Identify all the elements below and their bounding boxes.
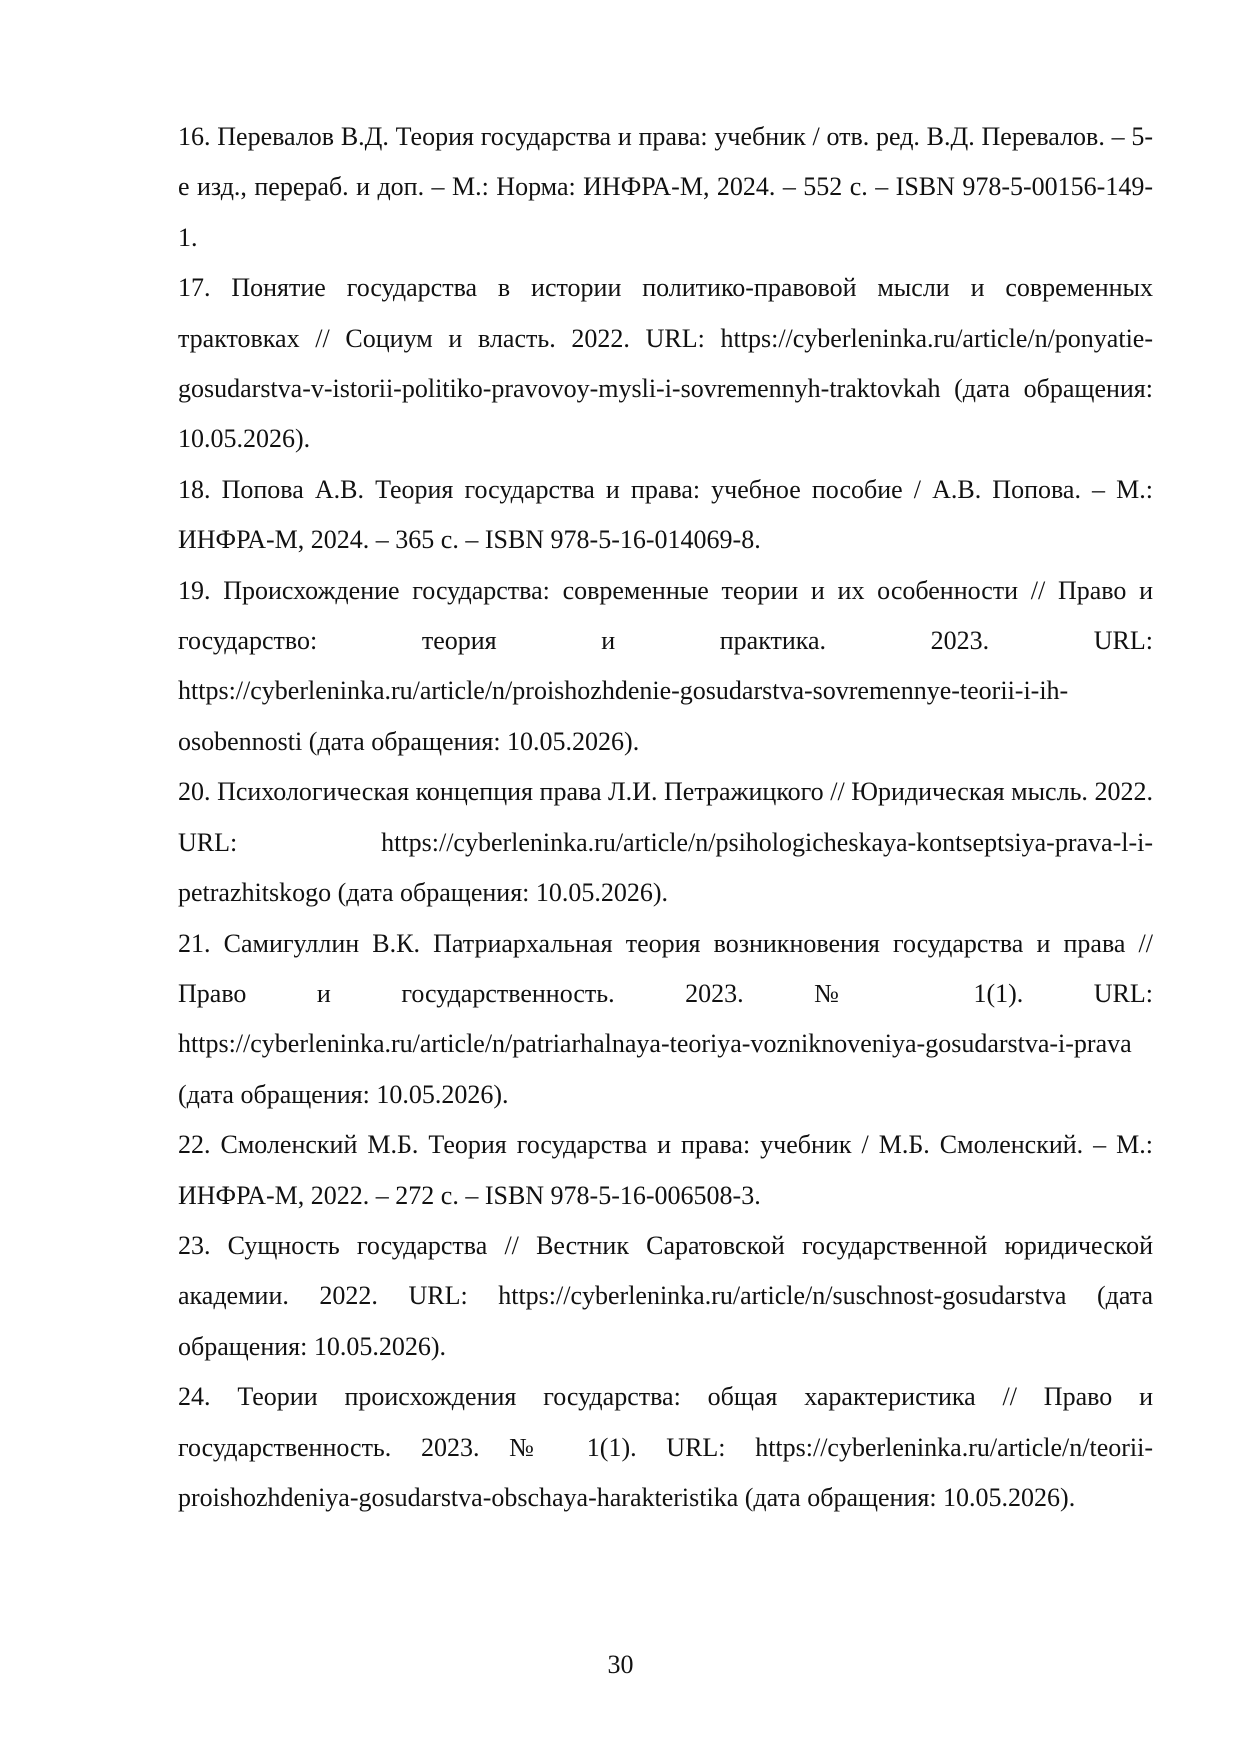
reference-item-21: 21. Самигуллин В.К. Патриархальная теория возникновения государства и права // Право и государственность. 2023. № 1(1). URL: https://cyberleninka.ru/article/n/patriarhalnaya-teoriya-vozniknoveniya-gosudarstva-i-prava (дата обращения: 10.05.2026). xyxy=(178,928,1153,1109)
reference-list xyxy=(178,112,1153,1523)
reference-item-24: 24. Теории происхождения государства: общая характеристика // Право и государственность. 2023. № 1(1). URL: https://cyberleninka.ru/article/n/teorii-proishozhdeniya-gosudarstva-obschaya-harakteristika (дата обращения: 10.05.2026). xyxy=(178,1382,1153,1512)
reference-item-19: 19. Происхождение государства: современные теории и их особенности // Право и государство: теория и практика. 2023. URL: https://cyberleninka.ru/article/n/proishozhdenie-gosudarstva-sovremennye-teorii-i-ih-osobennosti (дата обращения: 10.05.2026). xyxy=(178,575,1153,756)
reference-item-20: 20. Психологическая концепция права Л.И. Петражицкого // Юридическая мысль. 2022. URL: https://cyberleninka.ru/article/n/psihologicheskaya-kontseptsiya-prava-l-i-petrazhitskogo (дата обращения: 10.05.2026). xyxy=(178,777,1153,908)
reference-item-22: 22. Смоленский М.Б. Теория государства и права: учебник / М.Б. Смоленский. – М.: ИНФРА-М, 2022. – 272 с. – ISBN 978-5-16-006508-3. xyxy=(178,1130,1153,1210)
reference-item-18: 18. Попова А.В. Теория государства и права: учебное пособие / А.В. Попова. – М.: ИНФРА-М, 2024. – 365 с. – ISBN 978-5-16-014069-8. xyxy=(178,474,1153,555)
reference-item-23: 23. Сущность государства // Вестник Саратовской государственной юридической академии. 2022. URL: https://cyberleninka.ru/article/n/suschnost-gosudarstva (дата обращения: 10.05.2026). xyxy=(178,1230,1153,1361)
page-number: 30 xyxy=(607,1650,634,1679)
reference-item-16: 16. Перевалов В.Д. Теория государства и права: учебник / отв. ред. В.Д. Перевалов. – 5-е изд., перераб. и доп. – М.: Норма: ИНФРА-М, 2024. – 552 с. – ISBN 978-5-00156-149-1. xyxy=(178,122,1153,252)
reference-item-17: 17. Понятие государства в истории политико-правовой мысли и современных трактовках // Социум и власть. 2022. URL: https://cyberleninka.ru/article/n/ponyatie-gosudarstva-v-istorii-politiko-pravovoy-mysli-i-sovremennyh-traktovkah (дата обращения: 10.05.2026). xyxy=(178,273,1153,454)
